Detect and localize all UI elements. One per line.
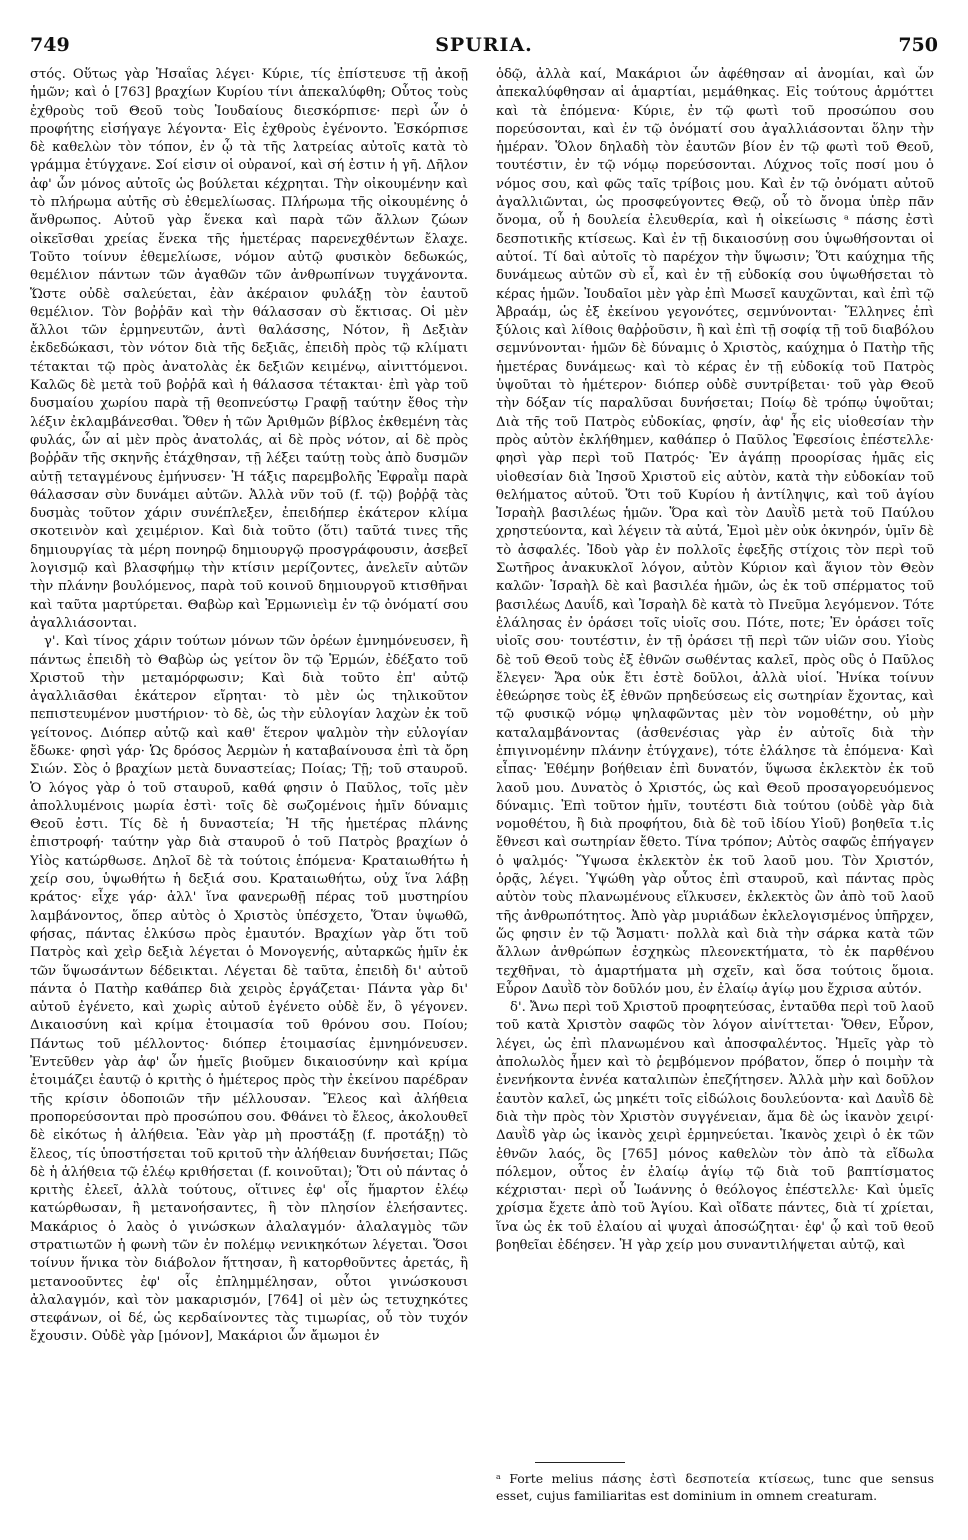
- left-paragraph: γ'. Καὶ τίνος χάριν τούτων μόνων τῶν ὀρέων ἐμνημόνευσεν, ἢ πάντως ἐπειδὴ τὸ Θαβὼρ ὡς γείτον ὂν τῷ Ἑρμών, ἐδέξατο τοῦ Χριστοῦ τὴν μεταμόρφωσιν; Καὶ διὰ τοῦτο ἐπ' αὐτῷ ἀγαλλιᾶσθαι ἑκάτερον εἴρηται· τὸ μὲν ὡς τηλικοῦτον πεπιστευμένον μυστήριον· τὸ δὲ, ὡς τὴν εὐλογίαν λαχὼν ἐκ τοῦ γείτονος. Διόπερ αὐτῷ καὶ καθ' ἕτερον ψαλμὸν τὴν εὐλογίαν ἔδωκε· φησὶ γάρ· Ὡς δρόσος Ἀερμὼν ἡ καταβαίνουσα ἐπὶ τὰ ὄρη Σιών. Σὸς ὁ βραχίων μετὰ δυναστείας; Ποίας; Τῇ; τοῦ σταυροῦ. Ὁ λόγος γὰρ ὁ τοῦ σταυροῦ, καθά φησιν ὁ Παῦλος, τοῖς μὲν ἀπολλυμένοις μωρία ἐστὶ· τοῖς δὲ σωζομένοις ἡμῖν δύναμις Θεοῦ ἐστι. Τίς δὲ ἡ δυναστεία; Ἡ τῆς ἡμετέρας πλάνης ἐπιστροφή· ταύτην γὰρ διὰ σταυροῦ ὁ τοῦ Πατρὸς βραχίων ὁ Υἱὸς κατώρθωσε. Δηλοῖ δὲ τὰ τούτοις ἑπόμενα· Κραταιωθήτω ἡ χείρ σου, ὑψωθήτω ἡ δεξιά σου. Κραταιωθήτω, οὐχ ἵνα λάβῃ κράτος· εἶχε γάρ· ἀλλ' ἵνα φανερωθῇ πέρας τοῦ μυστηρίου λαμβάνοντος, ὅπερ αὐτὸς ὁ Χριστὸς ὑπέσχετο, Ὅταν ὑψωθῶ, φήσας, πάντας ἑλκύσω πρὸς ἐμαυτόν. Βραχίων γὰρ ὅτι τοῦ Πατρὸς καὶ χεὶρ δεξιὰ λέγεται ὁ Μονογενής, αὐταρκῶς ἡμῖν ἐκ τῶν ὕψωσάντων δέδεικται. Λέγεται δὲ ταῦτα, ἐπειδὴ δι' αὐτοῦ πάντα ὁ Πατὴρ καθάπερ διὰ χειρὸς ἐργάζεται· Πάντα γὰρ δι' αὐτοῦ ἐγένετο, καὶ χωρὶς αὐτοῦ ἐγένετο οὐδὲ ἕν, ὃ γέγονεν. Δικαιοσύνη καὶ κρίμα ἑτοιμασία τοῦ θρόνου σου. Ποίου; Πάντως τοῦ μέλλοντος· διόπερ ἑτοιμασίας ἐμνημόνευσεν. Ἐντεῦθεν γὰρ ἀφ' ὧν ἡμεῖς βιοῦμεν δικαιοσύνην καὶ κρίμα ἑτοιμάζει ἑαυτῷ ὁ κριτὴς ὁ ἡμέτερος πρὸς τὴν ἐκείνου παρέδραν τῆς κρίσιν ὁδοποιῶν τῆν μέλλουσαν. Ἔλεος καὶ ἀλήθεια προπορεύσονται πρὸ προσώπου σου. Φθάνει τὸ ἔλεος, ἀκολουθεῖ δὲ εἰκότως ἡ ἀλήθεια. Ἐὰν γὰρ μὴ προστάξῃ (f. προτάξῃ) τὸ ἔλεος, τίς ὑποστήσεται τοῦ κριτοῦ τὴν ἀλήθειαν δυνήσεται; Πῶς δὲ ἡ ἀλήθεια τῷ ἐλέῳ κριθήσεται (f. κοινοῦται); Ὅτι οὐ πάντας ὁ κριτὴς ἐλεεῖ, ἀλλὰ τούτους, οἵτινες ἐφ' οἷς ἥμαρτον ἐλέῳ κατώρθωσαν, ἢ μετανοήσαντες, ἢ τὸν πλησίον ἐλεήσαντες. Μακάριος ὁ λαὸς ὁ γινώσκων ἀλαλαγμόν· ἀλαλαγμὸς τῶν στρατιωτῶν ἡ φωνὴ τῶν ἐν πολέμῳ νενικηκότων λέγεται. Ὅσοι τοίνυν ἥνικα τὸν διάβολον ἥττησαν, ἢ κατορθοῦντες ἀρετάς, ἢ μετανοοῦντες ἐφ' οἷς ἐπλημμέλησαν, οὗτοι γινώσκουσι ἀλαλαγμόν, καὶ τὸν μακαρισμόν, [764] οἱ μὲν ὡς τετυχηκότες στεφάνων, οἱ δέ, ὡς κερδαίνοντες τὰς τιμωρίας, οὗ τὸν τυχόν ἔχουσιν. Οὐδὲ γὰρ [μόνον], Μακάριοι ὧν ἄμωμοι ἐν: [30, 634, 468, 1345]
- footnote-rule: [535, 1462, 625, 1463]
- left-column: [30, 66, 468, 1506]
- page-number-right: 750: [898, 34, 938, 56]
- left-paragraph: στός. Οὕτως γὰρ Ἡσαΐας λέγει· Κύριε, τίς ἐπίστευσε τῇ ἀκοῇ ἡμῶν; καὶ ὁ [763] βραχίων Κυρίου τίνι ἀπεκαλύφθη; Οὗτος τοὺς ἐχθροὺς τοῦ Θεοῦ τοὺς Ἰουδαίους διεσκόρπισε· περὶ ὧν ὁ προφήτης εἰσήγαγε λέγοντα· Εἰς ἐχθροὺς ἐγένοντο. Ἐσκόρπισε δὲ καθελὼν τὸν τόπον, ἐν ᾧ τὰ τῆς λατρείας αὐτοῖς κατὰ τὸ γράμμα ἐτύγχανε. Σοί εἰσιν οἱ οὐρανοί, καὶ σή ἐστιν ἡ γῆ. Δῆλον ἀφ' ὧν μόνος αὐτοῖς ὡς βούλεται κέχρηται. Τὴν οἰκουμένην καὶ τὸ πλήρωμα αὐτῆς σὺ ἐθεμελίωσας. Πλήρωμα τῆς οἰκουμένης ὁ ἄνθρωπος. Αὐτοῦ γὰρ ἕνεκα καὶ παρὰ τῶν ἄλλων ζώων οἰκεῖσθαι χρείας ἕνεκα τῆς ἡμετέρας παρενεχθέντων ἔλαχε. Τοῦτο τοίνυν ἐθεμελίωσε, νόμον αὐτῷ φυσικὸν δεδωκώς, θεμέλιον πάντων τῶν ἀγαθῶν τῶν ἀνθρωπίνων τυγχάνοντα. Ὥστε οὐδὲ σαλεύεται, ἐὰν ἀκέραιον φυλάξῃ τὸν ἑαυτοῦ θεμέλιον. Τὸν βοῤῥᾶν καὶ τὴν θάλασσαν σὺ ἔκτισας. Οἱ μὲν ἄλλοι τῶν ἑρμηνευτῶν, ἀντὶ θαλάσσης, Νότον, ἢ Δεξιὰν ἐκδεδώκασι, τὸν νότον διὰ τῆς δεξιᾶς, ἐπειδὴ πρὸς τῷ κλίματι τέτακται τῷ πρὸς ἀνατολὰς ἐκ δεξιῶν κειμένῳ, αἰνιττόμενοι. Καλῶς δὲ μετὰ τοῦ βοῤῥᾶ καὶ ἡ θάλασσα τέτακται· ἐπὶ γὰρ τοῦ δυσμαίου χωρίου παρὰ τῇ θεοπνεύστῳ Γραφῇ ταύτην ἔθος τὴν λέξιν ἐκλαμβάνεσθαι. Ὅθεν ἡ τῶν Ἀριθμῶν βίβλος ἐκθεμένη τὰς φυλάς, ὧν αἱ μὲν πρὸς ἀνατολάς, αἱ δὲ πρὸς νότον, αἱ δὲ πρὸς βοῤῥᾶν τῆς σκηνῆς ἐτάχθησαν, τῇ λέξει ταύτῃ τοὺς ἀπὸ δυσμῶν αὐτῇ τεταγμένους ἐμήνυσεν· Ἡ τάξις παρεμβολῆς Ἐφραῒμ παρὰ θάλασσαν σὺν δυνάμει αὐτῶν. Ἀλλὰ νῦν τοῦ (f. τῷ) βοῤῥᾷ τὰς δυσμὰς τοῦτον χάριν συνέπλεξεν, ἐπειδήπερ ἑκάτερον κλίμα σκοτεινὸν καὶ χειμέριον. Καὶ διὰ τοῦτο (ὅτι) ταῦτά τινες τῆς δημιουργίας τὰ μέρη πονηρῷ δημιουργῷ προσγράφουσιν, ἀσεβεῖ λογισμῷ καὶ βλασφήμῳ τὴν κτίσιν μερίζοντες, ἀνελεῖν αὐτῶν τὴν πλάνην βουλόμενος, παρὰ τοῦ κοινοῦ δημιουργοῦ κτισθῆναι καὶ ταῦτα μαρτύρεται. Θαβὼρ καὶ Ἑρμωνιεὶμ ἐν τῷ ὀνόματί σου ἀγαλλιάσονται.: [30, 67, 468, 631]
- page-number-left: 749: [30, 34, 70, 56]
- running-title: SPURIA.: [435, 34, 533, 56]
- footnote: ᵃ Forte melius πάσης ἐστὶ δεσποτεία κτίσεως, tunc que sensus esset, cujus familiaritas est dominium in omnem creaturam.: [496, 1471, 934, 1503]
- right-column: [496, 66, 934, 1506]
- right-paragraph: δ'. Ἄνω περὶ τοῦ Χριστοῦ προφητεύσας, ἐνταῦθα περὶ τοῦ λαοῦ τοῦ κατὰ Χριστὸν σαφῶς τὸν λόγον αἰνίττεται· Ὅθεν, Εὗρον, λέγει, ὡς ἐπὶ πλανωμένου καὶ ἀποσφαλέντος. Ἡμεῖς γὰρ τὸ ἀπολωλὸς ἦμεν καὶ τὸ ῥεμβόμενον πρόβατον, ὅπερ ὁ ποιμὴν τὰ ἐνενήκοντα ἐννέα καταλιπὼν ἐπεζήτησεν. Ἀλλὰ μὴν καὶ δοῦλον ἑαυτὸν καλεῖ, ὡς μηκέτι τοῖς εἰδώλοις δουλεύοντα· καὶ Δαυῒδ δὲ διὰ τὴν πρὸς τὸν Χριστὸν συγγένειαν, ἅμα δὲ ὡς ἱκανὸν χειρί· Δαυῒδ γὰρ ὡς ἱκανὸς χειρὶ ἑρμηνεύεται. Ἱκανὸς χειρὶ ὁ ἐκ τῶν ἐθνῶν λαός, ὃς [765] μόνος καθελὼν τὸν ἀπὸ τὰ εἴδωλα πόλεμον, οὗτος ἐν ἐλαίῳ ἁγίῳ τῷ διὰ τοῦ βαπτίσματος κέχρισται· περὶ οὗ Ἰωάννης ὁ θεόλογος ἐπέστελλε· Καὶ ὑμεῖς χρίσμα ἔχετε ἀπὸ τοῦ Ἁγίου. Καὶ οἴδατε πάντες, διὰ τί χρίεται, ἵνα ὡς ἐκ τοῦ ἐλαίου αἱ ψυχαὶ ἀποσώζηται· ἐφ' ᾧ καὶ τοῦ θεοῦ βοηθεῖαι ἐδέησεν. Ἡ γὰρ χείρ μου συναντιλήψεται αὐτῷ, καὶ: [496, 1000, 934, 1253]
- page-header: [30, 34, 938, 58]
- right-paragraph: ὁδῷ, ἀλλὰ καί, Μακάριοι ὧν ἀφέθησαν αἱ ἀνομίαι, καὶ ὧν ἀπεκαλύφθησαν αἱ ἁμαρτίαι, μεμάθηκας. Εἰς τούτους ἁρμόττει καὶ τὰ ἑπόμενα· Κύριε, ἐν τῷ φωτὶ τοῦ προσώπου σου πορεύσονται, καὶ ἐν τῷ ὀνόματί σου ἀγαλλιάσονται ὅλην τὴν ἡμέραν. Ὅλον δηλαδὴ τὸν ἑαυτῶν βίον ἐν τῷ φωτὶ τοῦ Θεοῦ, τουτέστιν, ἐν τῷ νόμῳ πορεύσονται. Λύχνος τοῖς ποσί μου ὁ νόμος σου, καὶ φῶς ταῖς τρίβοις μου. Καὶ ἐν τῷ ὀνόματι αὐτοῦ ἀγαλλιῶνται, ὡς προσφεύγοντες Θεῷ, οὗ τὸ ὄνομα ὑπὲρ πᾶν ὄνομα, οὗ ἡ δουλεία ἐλευθερία, καὶ ἡ οἰκείωσις ᵃ πάσης ἐστὶ δεσποτικῆς κτίσεως. Καὶ ἐν τῇ δικαιοσύνῃ σου ὑψωθήσονται οἱ αὐτοί. Τί δαὶ αὐτοῖς τὸ παρέχον τὴν ὕψωσιν; Ὅτι καύχημα τῆς δυνάμεως αὐτῶν σὺ εἶ, καὶ ἐν τῇ εὐδοκίᾳ σου ὑψωθήσεται τὸ κέρας ἡμῶν. Ἰουδαῖοι μὲν γὰρ ἐπὶ Μωσεῖ καυχῶνται, καὶ ἐπὶ τῷ Ἀβραάμ, ὡς ἐξ ἐκείνου γεγονότες, σεμνύνονται· Ἕλληνες ἐπὶ ξύλοις καὶ λίθοις θαῤῥοῦσιν, ἢ καὶ ἐπὶ τῇ σοφίᾳ τῇ τοῦ διαβόλου σεμνύνονται· ἡμῶν δὲ δύναμις ὁ Χριστὸς, καύχημα ὁ Πατὴρ τῆς ἡμετέρας δυνάμεως· καὶ τὸ κέρας ἐν τῇ εὐδοκίᾳ τοῦ Πατρὸς ὑψοῦται τὸ ἡμέτερον· διόπερ οὐδὲ συντρίβεται· τοῦ γὰρ Θεοῦ τὴν δόξαν τίς παραλῦσαι δυνήσεται; Ποίῳ δὲ τρόπῳ ὑψοῦται; Διὰ τῆς τοῦ Πατρὸς εὐδοκίας, φησίν, ἀφ' ἧς εἰς υἱοθεσίαν τὴν πρὸς αὐτὸν ἐκλήθημεν, καθάπερ ὁ Παῦλος Ἐφεσίοις ἐπέστελλε· φησὶ γὰρ περὶ τοῦ Πατρός· Ἐν ἀγάπῃ προορίσας ἡμᾶς εἰς υἱοθεσίαν διὰ Ἰησοῦ Χριστοῦ εἰς αὐτὸν, κατὰ τὴν εὐδοκίαν τοῦ θελήματος αὐτοῦ. Ὅτι τοῦ Κυρίου ἡ ἀντίληψις, καὶ τοῦ ἁγίου Ἰσραὴλ βασιλέως ἡμῶν. Ὅρα καὶ τὸν Δαυῒδ μετὰ τοῦ Παύλου χρηστεύοντα, καὶ λέγειν τὰ αὐτά, Ἐμοὶ μὲν οὐκ ὀκνηρόν, ὑμῖν δὲ τὸ ἀσφαλές. Ἰδοὺ γὰρ ἐν πολλοῖς ἐφεξῆς στίχοις τὸν περὶ τοῦ Σωτῆρος ἀνακυκλοῖ λόγον, αὐτὸν Κύριον καὶ ἅγιον τὸν Θεὸν καλῶν· Ἰσραὴλ δὲ καὶ βασιλέα ἡμῶν, ὡς ἐκ τοῦ σπέρματος τοῦ βασιλέως Δαυΐδ, καὶ Ἰσραὴλ δὲ κατὰ τὸ Πνεῦμα λεγόμενον. Τότε ἐλάλησας ἐν ὁράσει τοῖς υἱοῖς σου. Πότε, ποτε; Ἐν ὁράσει τοῖς υἱοῖς σου· τουτέστιν, ἐν τῇ ὁράσει τῇ περὶ τῶν υἱῶν σου. Υἱοὺς δὲ τοῦ Θεοῦ τοὺς ἐξ ἐθνῶν σωθέντας καλεῖ, πρὸς οὓς ὁ Παῦλος ἔλεγεν· Ἄρα οὐκ ἔτι ἐστὲ δοῦλοι, ἀλλὰ υἱοί. Ἡνίκα τοίνυν ἐθεώρησε τοὺς ἐξ ἐθνῶν πρηδεύσεως εἰς σωτηρίαν ἔχοντας, καὶ τῷ φυσικῷ νόμῳ ψηλαφῶντας μὲν τὸν νομοθέτην, οὐ μὴν καταλαμβάνοντας (ἀσθενέσιας γὰρ ἐν αὐτοῖς διὰ τὴν ἐπιγινομένην πλάνην ἐτύγχανε), τότε ἐλάλησε τὰ ἑπόμενα· Καὶ εἶπας· Ἐθέμην βοήθειαν ἐπὶ δυνατόν, ὕψωσα ἐκλεκτὸν ἐκ τοῦ λαοῦ μου. Δυνατὸς ὁ Χριστός, ὡς καὶ Θεοῦ προσαγορευόμενος δύναμις. Ἐπὶ τοῦτον ἡμῖν, τουτέστι διὰ τούτου (οὐδὲ γὰρ διὰ νομοθέτου, ἢ διὰ προφήτου, διὰ δὲ τοῦ ἰδίου Υἱοῦ) βοηθεῖα τ.ἰς ἔθνεσι καὶ σωτηρίαν ἔθετο. Τίνα τρόπον; Αὐτὸς σαφῶς ἐπήγαγεν ὁ ψαλμός· Ὕψωσα ἐκλεκτὸν ἐκ τοῦ λαοῦ μου. Τὸν Χριστόν, ὁρᾷς, λέγει. Ὑψώθη γὰρ οὗτος ἐπὶ σταυροῦ, καὶ πάντας πρὸς αὐτὸν τοὺς πλανωμένους εἵλκυσεν, ἐκλεκτὸς ὢν ἀπὸ τοῦ λαοῦ τῆς ἀνθρωπότητος. Ἀπὸ γὰρ μυριάδων ἐκλελογισμένος ὑπῆρχεν, ὥς φησιν ἐν τῷ Ἄσματι· πολλὰ καὶ διὰ τὴν σάρκα κατὰ τῶν ἄλλων ἀνθρώπων ἐσχηκὼς πλεονεκτήματα, τὸ ἐκ παρθένου τεχθῆναι, τὸ ἁμαρτήματα μὴ σχεῖν, καὶ ὅσα τούτοις ὅμοια. Εὗρον Δαυῒδ τὸν δοῦλόν μου, ἐν ἐλαίῳ ἁγίῳ μου ἔχρισα αὐτόν.: [496, 67, 934, 997]
